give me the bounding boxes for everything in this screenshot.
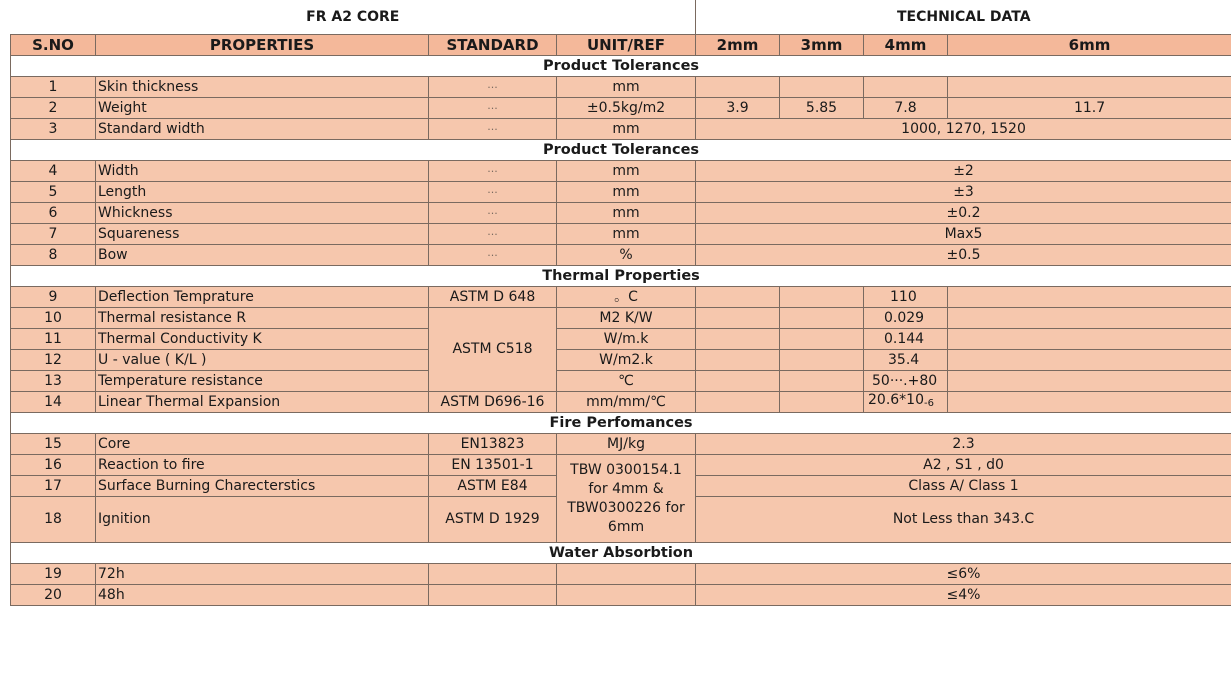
section-title: Thermal Properties — [11, 266, 1231, 287]
row-property: Linear Thermal Expansion — [96, 392, 429, 413]
table-row — [11, 245, 1231, 266]
section-title: Product Tolerances — [11, 56, 1231, 77]
row-2mm — [696, 287, 780, 308]
row-number: 6 — [11, 203, 96, 224]
row-value: ±0.2 — [696, 203, 1231, 224]
row-unit — [557, 585, 696, 606]
section-title: Product Tolerances — [11, 140, 1231, 161]
row-unit: M2 K/W — [557, 308, 696, 329]
header-sno: S.NO — [11, 35, 96, 56]
row-6mm — [948, 329, 1231, 350]
row-property: Ignition — [96, 497, 429, 543]
row-standard: ASTM D696-16 — [429, 392, 557, 413]
row-3mm — [780, 308, 864, 329]
table-row — [11, 77, 1231, 98]
table-row — [11, 161, 1231, 182]
row-4mm: 0.144 — [864, 329, 948, 350]
row-3mm — [780, 77, 864, 98]
table-row — [11, 392, 1231, 413]
row-standard: ··· — [429, 224, 557, 245]
row-unit: W/m2.k — [557, 350, 696, 371]
table-row — [11, 371, 1231, 392]
row-4mm: 110 — [864, 287, 948, 308]
row-unit: mm — [557, 224, 696, 245]
row-standard: ··· — [429, 98, 557, 119]
row-property: Thermal resistance R — [96, 308, 429, 329]
row-property: Width — [96, 161, 429, 182]
row-unit: mm — [557, 182, 696, 203]
row-6mm — [948, 77, 1231, 98]
row-6mm — [948, 287, 1231, 308]
row-value: A2 , S1 , d0 — [696, 455, 1231, 476]
row-unit: mm — [557, 161, 696, 182]
table-row — [11, 455, 1231, 476]
row-standard: ··· — [429, 77, 557, 98]
row-number: 18 — [11, 497, 96, 543]
row-4mm — [864, 77, 948, 98]
row-3mm — [780, 371, 864, 392]
row-unit: MJ/kg — [557, 434, 696, 455]
row-property: Length — [96, 182, 429, 203]
row-property: U - value ( K/L ) — [96, 350, 429, 371]
row-value: Not Less than 343.C — [696, 497, 1231, 543]
row-number: 10 — [11, 308, 96, 329]
row-standard: EN 13501-1 — [429, 455, 557, 476]
header-4mm: 4mm — [864, 35, 948, 56]
row-number: 3 — [11, 119, 96, 140]
row-number: 5 — [11, 182, 96, 203]
table-row — [11, 434, 1231, 455]
row-unit: mm — [557, 77, 696, 98]
expansion-exponent: -6 — [924, 398, 934, 409]
row-number: 9 — [11, 287, 96, 308]
row-6mm — [948, 350, 1231, 371]
row-2mm — [696, 392, 780, 413]
table-row — [11, 203, 1231, 224]
header-unit-ref: UNIT/REF — [557, 35, 696, 56]
row-number: 7 — [11, 224, 96, 245]
row-property: 72h — [96, 564, 429, 585]
row-property: 48h — [96, 585, 429, 606]
row-standard: ··· — [429, 203, 557, 224]
row-value: ≤4% — [696, 585, 1231, 606]
row-standard — [429, 585, 557, 606]
row-value: ≤6% — [696, 564, 1231, 585]
row-property: Bow — [96, 245, 429, 266]
row-property: Core — [96, 434, 429, 455]
section-title: Water Absorbtion — [11, 543, 1231, 564]
header-2mm: 2mm — [696, 35, 780, 56]
row-value: ±0.5 — [696, 245, 1231, 266]
row-standard: ASTM D 648 — [429, 287, 557, 308]
row-unit: % — [557, 245, 696, 266]
expansion-base: 20.6*10 — [868, 392, 924, 408]
row-3mm — [780, 287, 864, 308]
row-number: 4 — [11, 161, 96, 182]
row-4mm: 50···.+80 — [864, 371, 948, 392]
row-number: 13 — [11, 371, 96, 392]
row-standard: ASTM D 1929 — [429, 497, 557, 543]
row-standard: EN13823 — [429, 434, 557, 455]
row-property: Thermal Conductivity K — [96, 329, 429, 350]
table-row — [11, 119, 1231, 140]
row-property: Temperature resistance — [96, 371, 429, 392]
row-3mm — [780, 350, 864, 371]
row-3mm — [780, 329, 864, 350]
section-row — [11, 140, 1231, 161]
row-standard: ··· — [429, 119, 557, 140]
row-2mm — [696, 350, 780, 371]
table-row — [11, 287, 1231, 308]
row-6mm: 11.7 — [948, 98, 1231, 119]
banner-product: FR A2 CORE — [11, 0, 696, 35]
table-row — [11, 585, 1231, 606]
row-standard: ··· — [429, 182, 557, 203]
row-property: Whickness — [96, 203, 429, 224]
row-standard: ASTM E84 — [429, 476, 557, 497]
row-value: 2.3 — [696, 434, 1231, 455]
row-unit: 。C — [557, 287, 696, 308]
row-unit: mm — [557, 203, 696, 224]
row-number: 11 — [11, 329, 96, 350]
header-3mm: 3mm — [780, 35, 864, 56]
row-property: Deflection Temprature — [96, 287, 429, 308]
row-standard-merged: ASTM C518 — [429, 308, 557, 392]
row-2mm — [696, 329, 780, 350]
row-6mm — [948, 392, 1231, 413]
row-3mm: 5.85 — [780, 98, 864, 119]
section-row — [11, 543, 1231, 564]
row-number: 19 — [11, 564, 96, 585]
section-title: Fire Perfomances — [11, 413, 1231, 434]
fire-test-reference: TBW 0300154.1 for 4mm & TBW0300226 for 6mm — [557, 455, 696, 543]
row-property: Squareness — [96, 224, 429, 245]
row-unit: mm/mm/℃ — [557, 392, 696, 413]
row-property: Standard width — [96, 119, 429, 140]
row-property: Reaction to fire — [96, 455, 429, 476]
row-number: 17 — [11, 476, 96, 497]
table-row — [11, 350, 1231, 371]
table-row — [11, 182, 1231, 203]
header-standard: STANDARD — [429, 35, 557, 56]
row-value: Max5 — [696, 224, 1231, 245]
header-properties: PROPERTIES — [96, 35, 429, 56]
row-standard: ··· — [429, 245, 557, 266]
row-property: Surface Burning Charecterstics — [96, 476, 429, 497]
banner-technical-data: TECHNICAL DATA — [696, 0, 1231, 35]
row-number: 1 — [11, 77, 96, 98]
row-4mm: 7.8 — [864, 98, 948, 119]
row-6mm — [948, 308, 1231, 329]
row-2mm — [696, 77, 780, 98]
row-2mm: 3.9 — [696, 98, 780, 119]
table-row — [11, 308, 1231, 329]
row-unit: ±0.5kg/m2 — [557, 98, 696, 119]
spec-sheet — [10, 0, 1231, 700]
row-number: 14 — [11, 392, 96, 413]
row-6mm — [948, 371, 1231, 392]
section-row — [11, 266, 1231, 287]
row-value: ±2 — [696, 161, 1231, 182]
row-2mm — [696, 371, 780, 392]
row-number: 20 — [11, 585, 96, 606]
row-2mm — [696, 308, 780, 329]
section-row — [11, 56, 1231, 77]
row-number: 15 — [11, 434, 96, 455]
header-row — [11, 35, 1231, 56]
section-row — [11, 413, 1231, 434]
table-row — [11, 224, 1231, 245]
row-value: 1000, 1270, 1520 — [696, 119, 1231, 140]
row-value: ±3 — [696, 182, 1231, 203]
row-4mm — [864, 392, 948, 413]
banner-row — [11, 0, 1231, 35]
technical-data-table — [10, 0, 1231, 606]
row-number: 2 — [11, 98, 96, 119]
row-property: Skin thickness — [96, 77, 429, 98]
row-number: 16 — [11, 455, 96, 476]
row-unit — [557, 564, 696, 585]
row-standard: ··· — [429, 161, 557, 182]
row-4mm: 35.4 — [864, 350, 948, 371]
row-4mm: 0.029 — [864, 308, 948, 329]
row-number: 8 — [11, 245, 96, 266]
row-value: Class A/ Class 1 — [696, 476, 1231, 497]
table-row — [11, 98, 1231, 119]
table-row — [11, 564, 1231, 585]
row-3mm — [780, 392, 864, 413]
row-number: 12 — [11, 350, 96, 371]
row-unit: mm — [557, 119, 696, 140]
row-unit: ℃ — [557, 371, 696, 392]
row-standard — [429, 564, 557, 585]
header-6mm: 6mm — [948, 35, 1231, 56]
row-property: Weight — [96, 98, 429, 119]
table-row — [11, 329, 1231, 350]
row-unit: W/m.k — [557, 329, 696, 350]
